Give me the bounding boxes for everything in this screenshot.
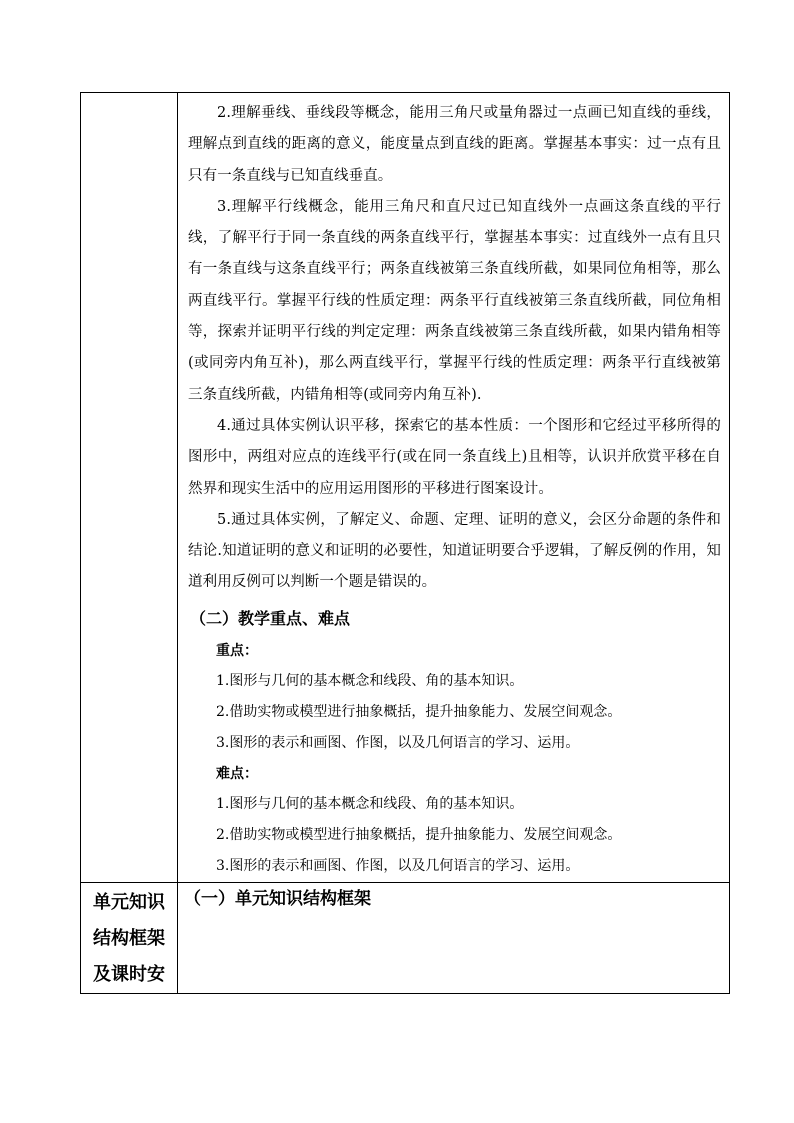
objective-paragraph-2: 2.理解垂线、垂线段等概念，能用三角尺或量角器过一点画已知直线的垂线，理解点到直线的距离的意义，能度量点到直线的距离。掌握基本事实：过一点有且只有一条直线与已知直线垂直。 (188, 105, 721, 184)
structure-cell (178, 882, 730, 993)
focus-item-1: 1.图形与几何的基本概念和线段、角的基本知识。 (216, 672, 524, 689)
lesson-plan-table (80, 92, 730, 994)
difficulty-item-3: 3.图形的表示和画图、作图，以及几何语言的学习、运用。 (216, 857, 580, 874)
focus-item-2: 2.借助实物或模型进行抽象概括，提升抽象能力、发展空间观念。 (216, 703, 622, 720)
row-label-line-1: 单元知识 (93, 891, 165, 913)
objectives-cell (178, 93, 730, 883)
objective-paragraph-4: 4.通过具体实例认识平移，探索它的基本性质：一个图形和它经过平移所得的图形中，两组对应点的连线平行(或在同一条直线上)且相等，认识并欣赏平移在自然界和现实生活中的应用运用图形的平移进行图案设计。 (188, 417, 721, 497)
row-label-line-2: 结构框架 (93, 927, 165, 949)
left-cell-empty (81, 93, 178, 883)
table-row (81, 93, 730, 883)
focus-label: 重点： (216, 642, 258, 659)
focus-item-3: 3.图形的表示和画图、作图，以及几何语言的学习、运用。 (216, 734, 580, 751)
difficulty-label: 难点： (216, 765, 258, 782)
row-label-cell (81, 882, 178, 993)
section-heading-structure: （一）单元知识结构框架 (184, 888, 371, 909)
difficulty-item-2: 2.借助实物或模型进行抽象概括，提升抽象能力、发展空间观念。 (216, 826, 622, 843)
objective-paragraph-3: 3.理解平行线概念，能用三角尺和直尺过已知直线外一点画这条直线的平行线，了解平行于同一条直线的两条直线平行，掌握基本事实：过直线外一点有且只有一条直线与这条直线平行；两条直线被第三条直线所截，如果同位角相等，那么两直线平行。掌握平行线的性质定理：两条平行直线被第三条直线所截，同位角相等，探索并证明平行线的判定定理：两条直线被第三条直线所截，如果内错角相等(或同旁内角互补)，那么两直线平行，掌握平行线的性质定理：两条平行直线被第三条直线所截，内错角相等(或同旁内角互补). (188, 198, 721, 403)
difficulty-item-1: 1.图形与几何的基本概念和线段、角的基本知识。 (216, 795, 524, 812)
row-label-line-3: 及课时安 (93, 963, 165, 985)
row-label (81, 883, 177, 993)
table-row (81, 882, 730, 993)
section-heading-key-points: （二）教学重点、难点 (190, 608, 351, 628)
objective-paragraph-5: 5.通过具体实例，了解定义、命题、定理、证明的意义，会区分命题的条件和结论.知道证明的意义和证明的必要性，知道证明要合乎逻辑，了解反例的作用，知道利用反例可以判断一个题是错误的。 (188, 511, 721, 591)
